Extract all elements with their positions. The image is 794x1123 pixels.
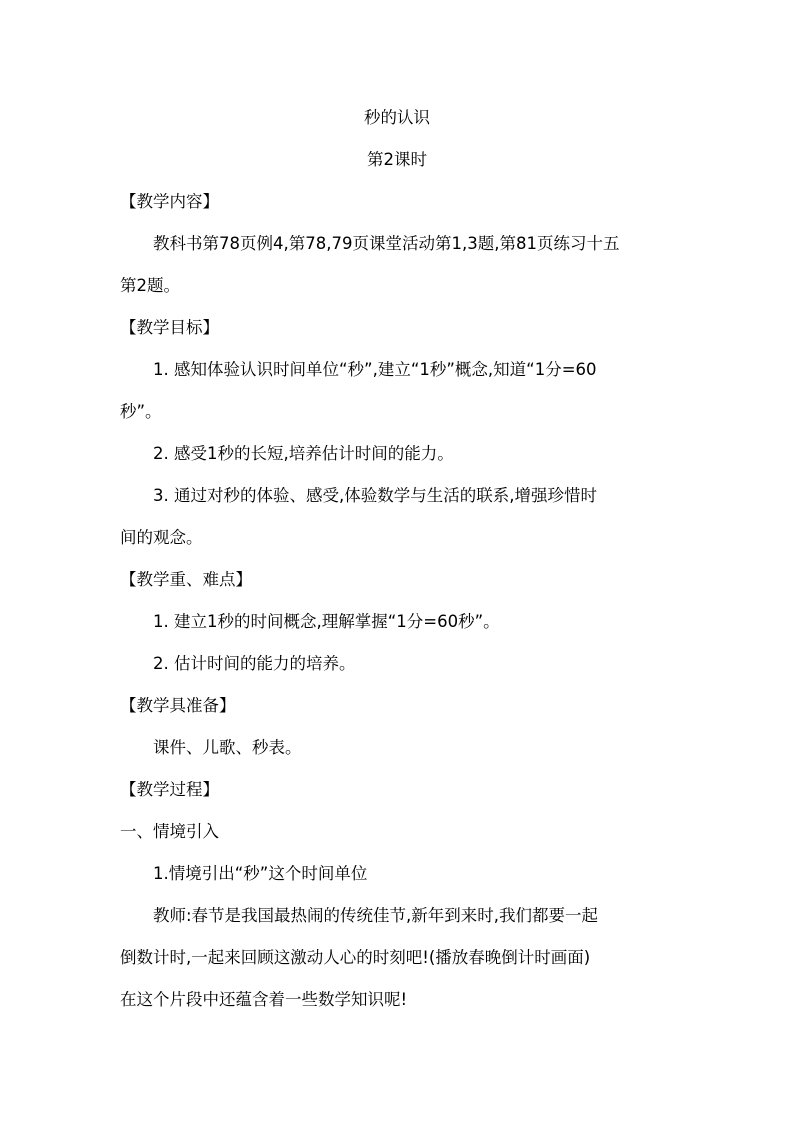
goal-3-line-1: 3. 通过对秒的体验、感受,体验数学与生活的联系,增强珍惜时 <box>153 486 597 505</box>
process-part-1-heading: 一、情境引入 <box>120 822 219 841</box>
goal-1-line-1: 1. 感知体验认识时间单位“秒”,建立“1秒”概念,知道“1分=60 <box>153 360 597 379</box>
teacher-paragraph-line-2: 倒数计时,一起来回顾这激动人心的时刻吧!(播放春晚倒计时画面) <box>120 948 591 967</box>
page-title: 秒的认识 <box>364 108 430 127</box>
section-heading-goals: 【教学目标】 <box>120 318 219 337</box>
section-heading-process: 【教学过程】 <box>120 780 219 799</box>
key-point-1: 1. 建立1秒的时间概念,理解掌握“1分=60秒”。 <box>153 612 500 631</box>
goal-1-line-2: 秒”。 <box>120 402 162 421</box>
page-subtitle: 第2课时 <box>367 150 427 169</box>
goal-2: 2. 感受1秒的长短,培养估计时间的能力。 <box>153 444 454 463</box>
section-heading-preparation: 【教学具准备】 <box>120 696 236 715</box>
process-step-1: 1.情境引出“秒”这个时间单位 <box>153 864 368 883</box>
teacher-paragraph-line-3: 在这个片段中还蕴含着一些数学知识呢! <box>120 990 408 1009</box>
preparation-text: 课件、儿歌、秒表。 <box>153 738 302 757</box>
key-point-2: 2. 估计时间的能力的培养。 <box>153 654 356 673</box>
section-heading-key-points: 【教学重、难点】 <box>120 570 252 589</box>
goal-3-line-2: 间的观念。 <box>120 528 203 547</box>
paragraph-content-line-2: 第2题。 <box>120 276 180 295</box>
paragraph-content-line-1: 教科书第78页例4,第78,79页课堂活动第1,3题,第81页练习十五 <box>153 234 620 253</box>
teacher-paragraph-line-1: 教师:春节是我国最热闹的传统佳节,新年到来时,我们都要一起 <box>153 906 599 925</box>
section-heading-content: 【教学内容】 <box>120 192 219 211</box>
